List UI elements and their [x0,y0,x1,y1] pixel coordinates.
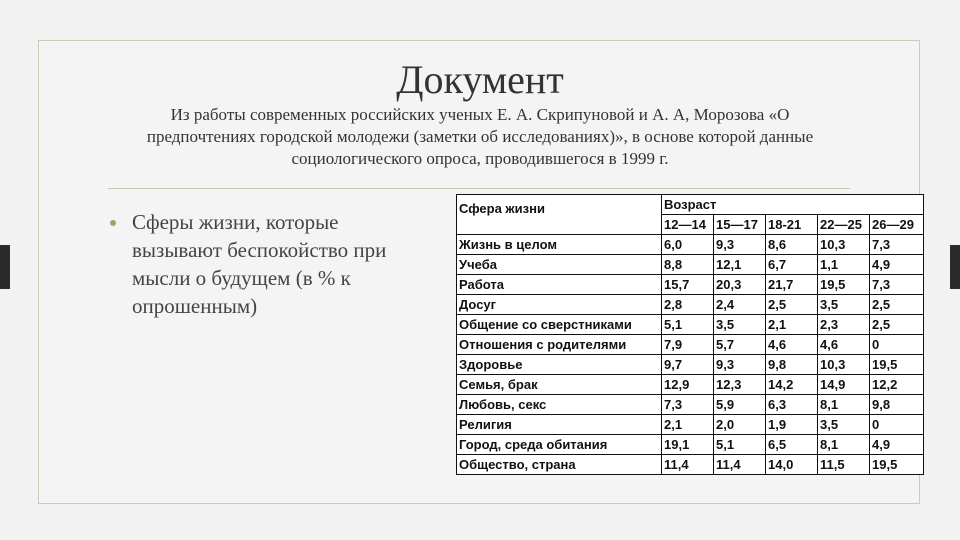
age-group-header: 18-21 [766,215,818,235]
value-cell: 8,6 [766,235,818,255]
bullet-text: Сферы жизни, которые вызывают беспокойство при мысли о будущем (в % к опрошенным) [132,210,387,318]
value-cell: 2,5 [766,295,818,315]
sphere-column-header: Сфера жизни [457,195,662,235]
value-cell: 2,5 [870,315,924,335]
value-cell: 14,2 [766,375,818,395]
slide-subtitle: Из работы современных российских ученых Е. А. Скрипуновой и А. А, Морозова «О предпочтениях городской молодежи (заметки об исследованиях)», в основе которой данные социологического опроса, проводившегося в 1999 г. [146,105,814,168]
value-cell: 0 [870,335,924,355]
table-row [457,275,924,295]
value-cell: 7,3 [870,275,924,295]
value-cell: 2,5 [870,295,924,315]
bullet-item [110,208,410,320]
sphere-cell: Семья, брак [457,375,662,395]
value-cell: 4,6 [766,335,818,355]
table-row [457,375,924,395]
value-cell: 19,5 [818,275,870,295]
value-cell: 2,3 [818,315,870,335]
value-cell: 19,5 [870,455,924,475]
sphere-cell: Общество, страна [457,455,662,475]
sphere-cell: Город, среда обитания [457,435,662,455]
value-cell: 2,0 [714,415,766,435]
table-row [457,255,924,275]
value-cell: 6,3 [766,395,818,415]
age-group-header: 22—25 [818,215,870,235]
value-cell: 19,1 [662,435,714,455]
value-cell: 6,0 [662,235,714,255]
value-cell: 20,3 [714,275,766,295]
value-cell: 2,4 [714,295,766,315]
table-body [457,235,924,475]
value-cell: 3,5 [818,295,870,315]
value-cell: 14,9 [818,375,870,395]
value-cell: 19,5 [870,355,924,375]
value-cell: 11,5 [818,455,870,475]
value-cell: 1,1 [818,255,870,275]
value-cell: 4,9 [870,255,924,275]
age-group-header: 15—17 [714,215,766,235]
age-group-header: 26—29 [870,215,924,235]
table-row [457,415,924,435]
value-cell: 3,5 [714,315,766,335]
value-cell: 2,8 [662,295,714,315]
value-cell: 12,1 [714,255,766,275]
age-group-header: 12—14 [662,215,714,235]
value-cell: 9,3 [714,235,766,255]
value-cell: 5,9 [714,395,766,415]
slide-title: Документ [396,57,564,102]
value-cell: 9,8 [870,395,924,415]
value-cell: 0 [870,415,924,435]
value-cell: 11,4 [662,455,714,475]
value-cell: 4,9 [870,435,924,455]
value-cell: 14,0 [766,455,818,475]
table-row [457,395,924,415]
value-cell: 8,1 [818,395,870,415]
value-cell: 5,1 [662,315,714,335]
sphere-cell: Здоровье [457,355,662,375]
value-cell: 3,5 [818,415,870,435]
value-cell: 21,7 [766,275,818,295]
value-cell: 1,9 [766,415,818,435]
value-cell: 12,2 [870,375,924,395]
table-header-row [457,195,924,215]
value-cell: 8,8 [662,255,714,275]
sphere-cell: Общение со сверстниками [457,315,662,335]
value-cell: 9,3 [714,355,766,375]
bullet-dot-icon [110,220,116,226]
value-cell: 2,1 [662,415,714,435]
sphere-cell: Религия [457,415,662,435]
value-cell: 7,9 [662,335,714,355]
value-cell: 10,3 [818,235,870,255]
age-column-header: Возраст [662,195,924,215]
value-cell: 6,5 [766,435,818,455]
table-row [457,235,924,255]
table-row [457,295,924,315]
value-cell: 12,9 [662,375,714,395]
table-row [457,455,924,475]
value-cell: 7,3 [870,235,924,255]
value-cell: 5,1 [714,435,766,455]
divider-line [108,188,850,189]
sphere-cell: Работа [457,275,662,295]
value-cell: 5,7 [714,335,766,355]
value-cell: 12,3 [714,375,766,395]
sphere-cell: Учеба [457,255,662,275]
left-edge-tab [0,245,10,289]
sphere-cell: Любовь, секс [457,395,662,415]
value-cell: 6,7 [766,255,818,275]
table-row [457,435,924,455]
value-cell: 9,8 [766,355,818,375]
sphere-cell: Жизнь в целом [457,235,662,255]
value-cell: 2,1 [766,315,818,335]
sphere-cell: Досуг [457,295,662,315]
right-edge-tab [950,245,960,289]
value-cell: 4,6 [818,335,870,355]
value-cell: 15,7 [662,275,714,295]
table-row [457,355,924,375]
value-cell: 10,3 [818,355,870,375]
value-cell: 11,4 [714,455,766,475]
value-cell: 9,7 [662,355,714,375]
sphere-cell: Отношения с родителями [457,335,662,355]
table-row [457,335,924,355]
data-table [456,194,924,475]
table-row [457,315,924,335]
value-cell: 7,3 [662,395,714,415]
value-cell: 8,1 [818,435,870,455]
